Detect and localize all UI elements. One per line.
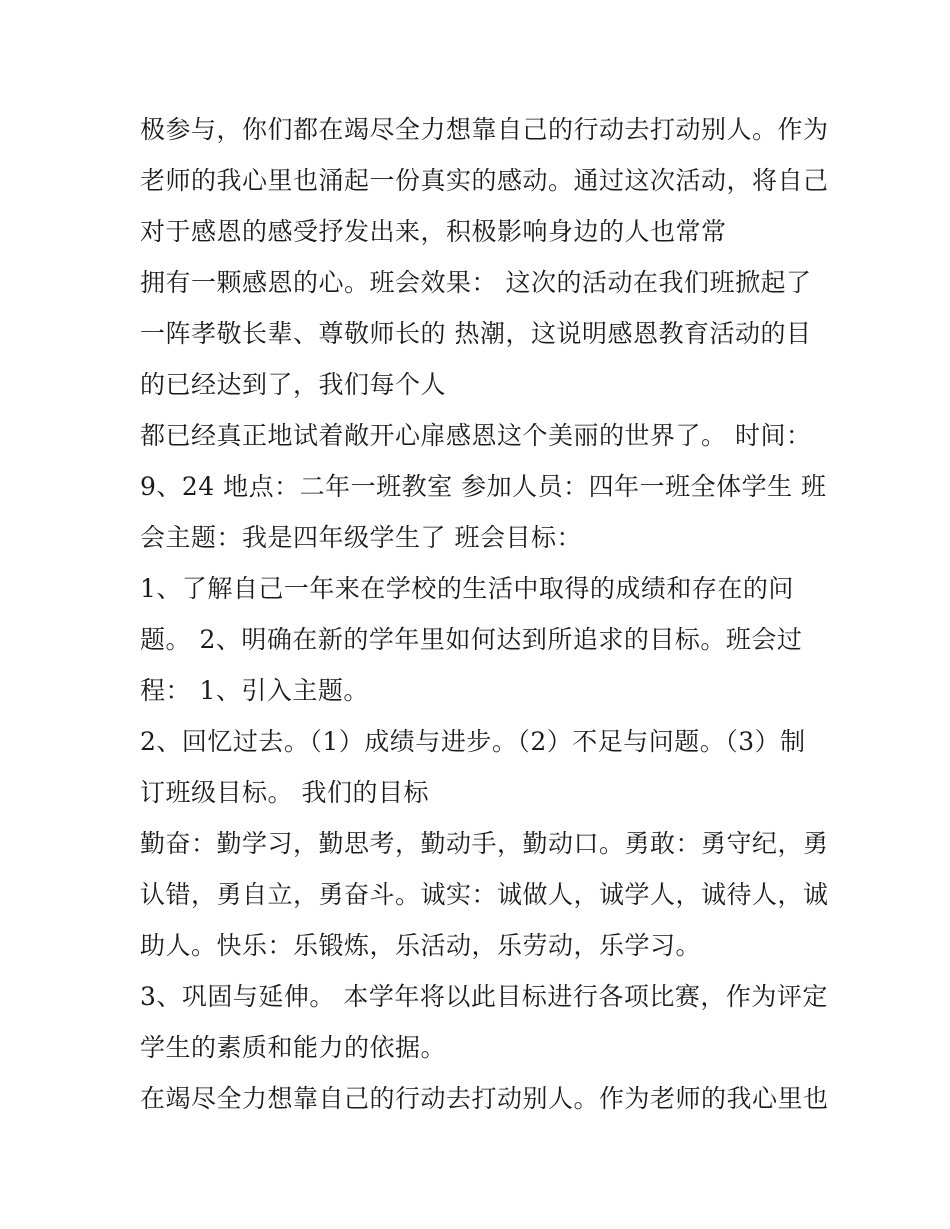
text-line-17: 助人。快乐：乐锻炼，乐活动，乐劳动，乐学习。 <box>140 931 702 960</box>
text-line-15: 勤奋：勤学习，勤思考，勤动手，勤动口。勇敢：勇守纪，勇 <box>140 829 829 858</box>
text-line-6: 的已经达到了，我们每个人 <box>140 370 447 399</box>
text-line-8: 9、24 地点：二年一班教室 参加人员：四年一班全体学生 班 <box>140 472 827 501</box>
text-line-16: 认错，勇自立，勇奋斗。诚实：诚做人，诚学人，诚待人，诚 <box>140 880 829 909</box>
text-line-1: 极参与，你们都在竭尽全力想靠自己的行动去打动别人。作为 <box>140 115 829 144</box>
text-line-13: 2、回忆过去。（1）成绩与进步。（2）不足与问题。（3）制 <box>140 727 806 756</box>
text-line-14: 订班级目标。 我们的目标 <box>140 778 429 807</box>
text-line-10: 1、了解自己一年来在学校的生活中取得的成绩和存在的问 <box>140 574 794 603</box>
text-line-20: 在竭尽全力想靠自己的行动去打动别人。作为老师的我心里也 <box>140 1084 829 1113</box>
text-line-2: 老师的我心里也涌起一份真实的感动。通过这次活动，将自己 <box>140 166 829 195</box>
text-line-4: 拥有一颗感恩的心。班会效果： 这次的活动在我们班掀起了 <box>140 268 812 297</box>
text-line-18: 3、巩固与延伸。 本学年将以此目标进行各项比赛，作为评定 <box>140 982 828 1011</box>
text-line-19: 学生的素质和能力的依据。 <box>140 1033 447 1062</box>
text-line-12: 程： 1、引入主题。 <box>140 676 369 705</box>
text-line-7: 都已经真正地试着敞开心扉感恩这个美丽的世界了。 时间： <box>140 421 812 450</box>
text-line-9: 会主题：我是四年级学生了 班会目标： <box>140 523 582 552</box>
text-line-11: 题。 2、明确在新的学年里如何达到所追求的目标。班会过 <box>140 625 803 654</box>
text-line-3: 对于感恩的感受抒发出来，积极影响身边的人也常常 <box>140 217 727 246</box>
text-line-5: 一阵孝敬长辈、尊敬师长的 热潮，这说明感恩教育活动的目 <box>140 319 812 348</box>
